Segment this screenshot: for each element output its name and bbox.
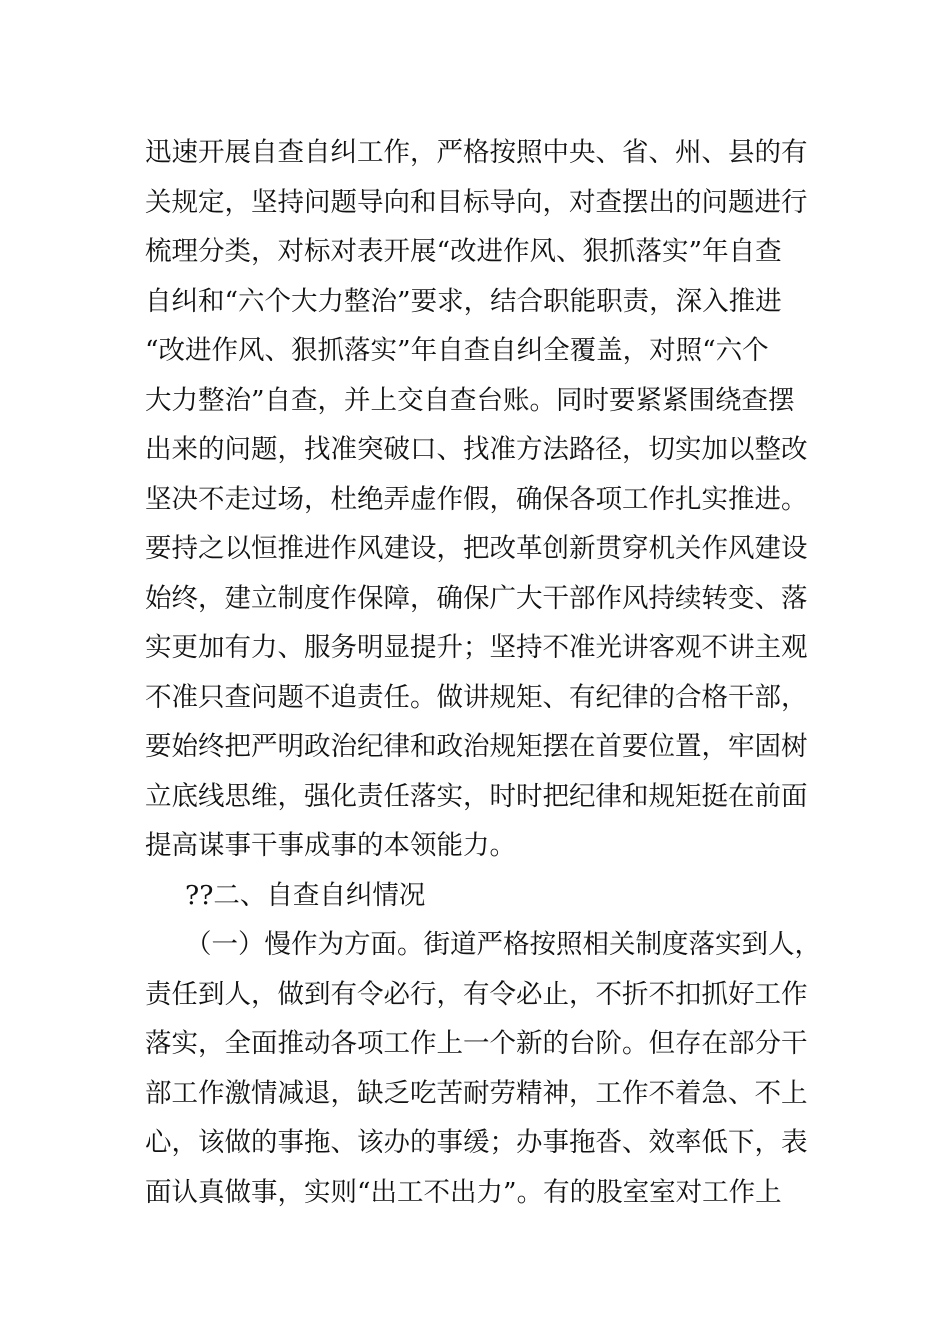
text-line: 面认真做事，实则“出工不出力”。有的股室室对工作上 — [145, 1176, 782, 1208]
text-line: 落实，全面推动各项工作上一个新的台阶。但存在部分干 — [145, 1028, 808, 1059]
body-text — [145, 128, 821, 1217]
text-line: 提高谋事干事成事的本领能力。 — [145, 830, 516, 861]
text-line: 迅速开展自查自纠工作，严格按照中央、省、州、县的有 — [145, 137, 808, 168]
text-line: “改进作风、狠抓落实”年自查自纠全覆盖，对照“六个 — [145, 335, 769, 366]
text-line: 自纠和“六个大力整治”要求，结合职能职责，深入推进 — [145, 285, 782, 317]
text-line: 不准只查问题不追责任。做讲规矩、有纪律的合格干部， — [145, 681, 808, 713]
text-line: 梳理分类，对标对表开展“改进作风、狠抓落实”年自查 — [145, 236, 782, 267]
text-line: 要持之以恒推进作风建设，把改革创新贯穿机关作风建设 — [145, 533, 808, 564]
text-line: 大力整治”自查，并上交自查台账。同时要紧紧围绕查摆 — [145, 384, 795, 416]
section-heading: ??二、自查自纠情况 — [185, 879, 426, 911]
text-line: 要始终把严明政治纪律和政治规矩摆在首要位置，牢固树 — [145, 731, 808, 762]
text-line: 始终，建立制度作保障，确保广大干部作风持续转变、落 — [145, 582, 808, 614]
text-line: 实更加有力、服务明显提升；坚持不准光讲客观不讲主观 — [145, 632, 808, 663]
text-line: 责任到人，做到有令必行，有令必止，不折不扣抓好工作 — [145, 978, 808, 1010]
text-line: （一）慢作为方面。街道严格按照相关制度落实到人， — [185, 929, 821, 960]
text-line: 部工作激情减退，缺乏吃苦耐劳精神，工作不着急、不上 — [145, 1077, 808, 1109]
text-line: 立底线思维，强化责任落实，时时把纪律和规矩挺在前面 — [145, 780, 808, 812]
text-line: 关规定，坚持问题导向和目标导向，对查摆出的问题进行 — [145, 186, 808, 218]
text-line: 心，该做的事拖、该办的事缓；办事拖沓、效率低下，表 — [145, 1127, 808, 1158]
text-line: 出来的问题，找准突破口、找准方法路径，切实加以整改 — [145, 434, 808, 465]
text-line: 坚决不走过场，杜绝弄虚作假，确保各项工作扎实推进。 — [145, 483, 808, 515]
